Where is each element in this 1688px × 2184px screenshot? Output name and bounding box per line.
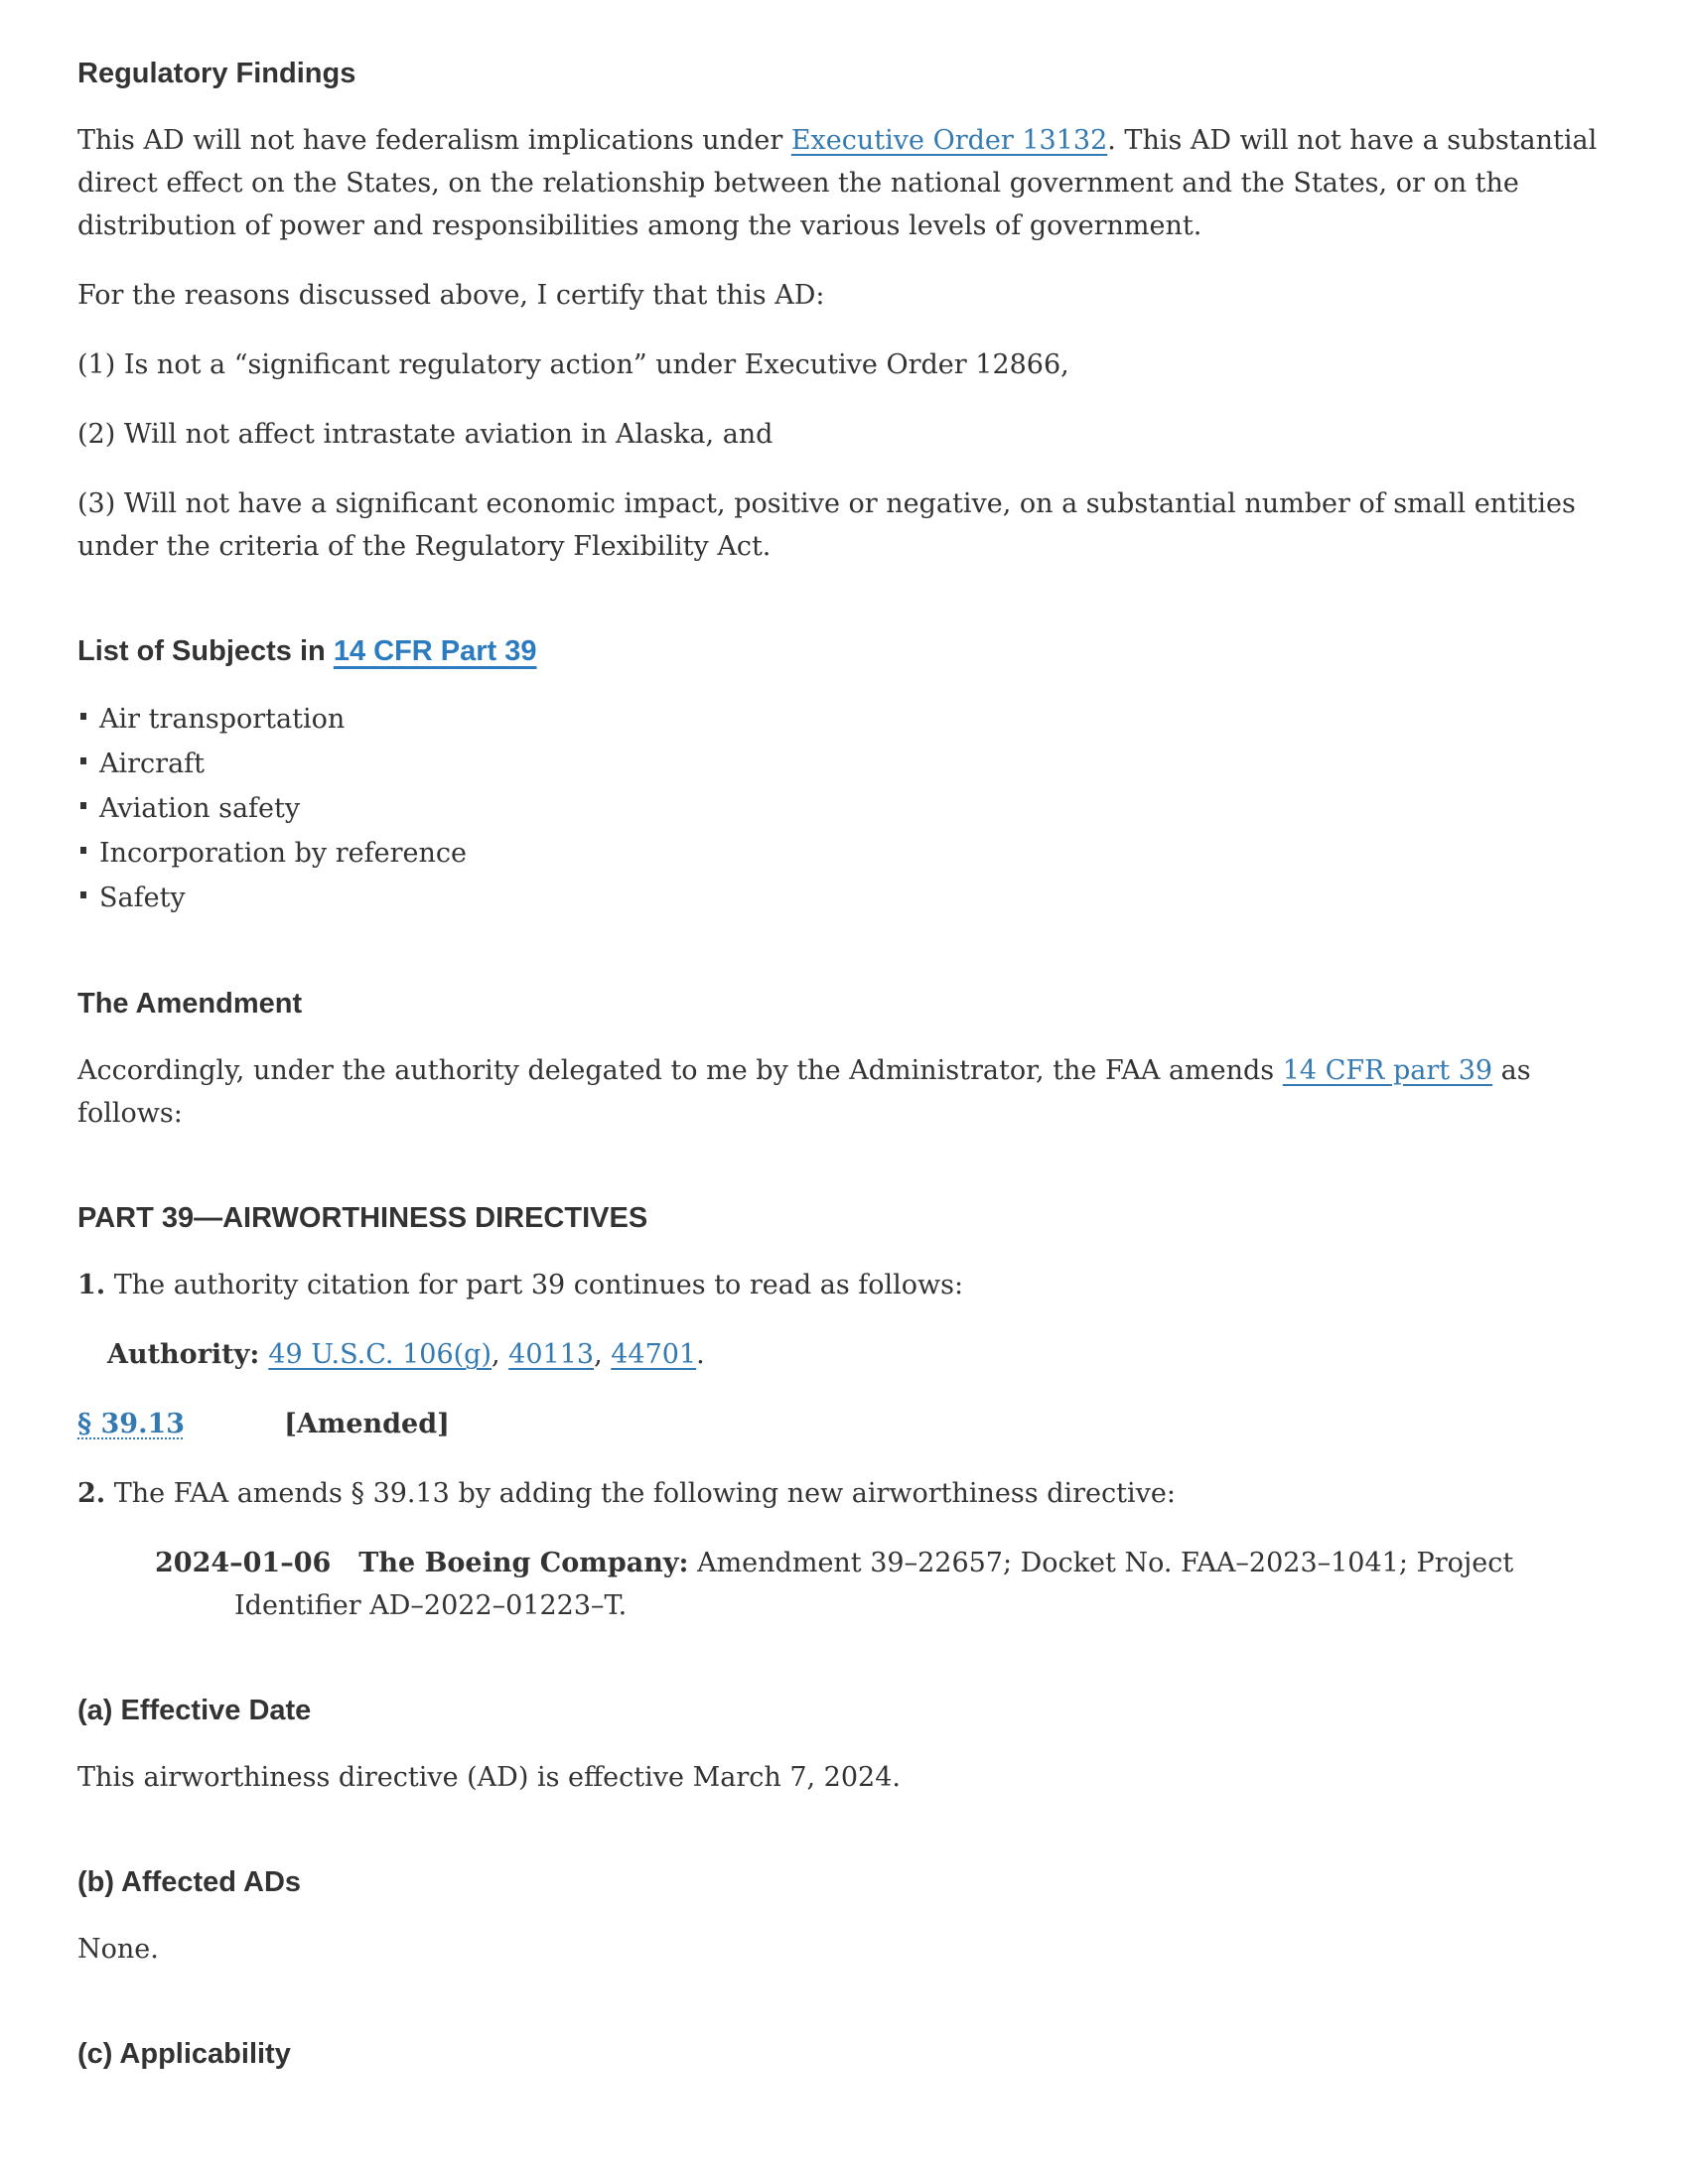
part-39-heading: PART 39—AIRWORTHINESS DIRECTIVES [77,1202,648,1234]
section-39-13-line [77,1403,1611,1445]
subject-item-air-transportation: Air transportation [77,697,1611,742]
item-1-text: The authority citation for part 39 continues to read as follows: [105,1270,964,1300]
federalism-paragraph [77,119,1611,247]
authority-label: Authority: [107,1339,260,1370]
document-body [77,56,1611,2073]
subject-item-aircraft: Aircraft [77,742,1611,786]
item-1-number: 1. [77,1270,106,1300]
authority-citation-paragraph [77,1264,1611,1306]
certify-intro-paragraph: For the reasons discussed above, I certify that this AD: [77,280,825,311]
item-2-number: 2. [77,1478,106,1509]
regulatory-findings-heading: Regulatory Findings [77,58,356,89]
subjects-list [77,697,1611,920]
list-of-subjects-heading-text: List of Subjects in [77,635,334,667]
directive-details: Amendment 39–22657; Docket No. FAA–2023–1041; Project Identifier AD–2022–01223–T. [234,1548,1514,1621]
amendment-heading: The Amendment [77,988,303,1020]
amendment-text-before: Accordingly, under the authority delegated to me by the Administrator, the FAA amends [77,1055,1283,1086]
cfr-part-39-heading-link[interactable]: 14 CFR Part 39 [333,635,537,667]
authority-line [107,1333,1611,1376]
authority-separator-2: , [594,1339,612,1370]
usc-106g-link[interactable]: 49 U.S.C. 106(g) [268,1339,492,1370]
federalism-text-after: . This AD will not have a substantial direct effect on the States, on the relationship between the national government and the States, or on the distribution of power and responsibilities among the various levels of government. [77,125,1598,241]
faa-amends-paragraph [77,1472,1611,1515]
certify-item-2: (2) Will not affect intrastate aviation in Alaska, and [77,419,774,450]
affected-ads-heading: (b) Affected ADs [77,1866,302,1898]
company-name: The Boeing Company: [358,1548,689,1578]
certify-item-1: (1) Is not a “significant regulatory action” under Executive Order 12866, [77,349,1069,380]
certify-item-3: (3) Will not have a significant economic impact, positive or negative, on a substantial number of small entities under the criteria of the Regulatory Flexibility Act. [77,488,1576,562]
applicability-heading: (c) Applicability [77,2038,291,2070]
list-of-subjects-heading [77,633,1611,670]
amendment-paragraph [77,1049,1611,1135]
amendment-text-after: as follows: [77,1055,1531,1129]
section-39-13-link[interactable]: § 39.13 [77,1409,186,1439]
amended-label: [Amended] [284,1409,450,1439]
usc-44701-link[interactable]: 44701 [611,1339,697,1370]
subject-item-safety: Safety [77,876,1611,920]
cfr-part-39-body-link[interactable]: 14 CFR part 39 [1282,1055,1493,1086]
subject-item-incorporation-by-reference: Incorporation by reference [77,831,1611,876]
affected-ads-text: None. [77,1934,159,1965]
authority-period: . [696,1339,705,1370]
ad-number: 2024–01–06 [155,1548,332,1578]
item-2-text: The FAA amends § 39.13 by adding the following new airworthiness directive: [105,1478,1176,1509]
authority-separator-1: , [491,1339,509,1370]
federalism-text-before: This AD will not have federalism implications under [77,125,791,156]
directive-citation [77,1542,1611,1627]
usc-40113-link[interactable]: 40113 [508,1339,595,1370]
executive-order-13132-link[interactable]: Executive Order 13132 [790,125,1108,156]
subject-item-aviation-safety: Aviation safety [77,786,1611,831]
effective-date-text: This airworthiness directive (AD) is effective March 7, 2024. [77,1762,901,1793]
effective-date-heading: (a) Effective Date [77,1695,312,1726]
